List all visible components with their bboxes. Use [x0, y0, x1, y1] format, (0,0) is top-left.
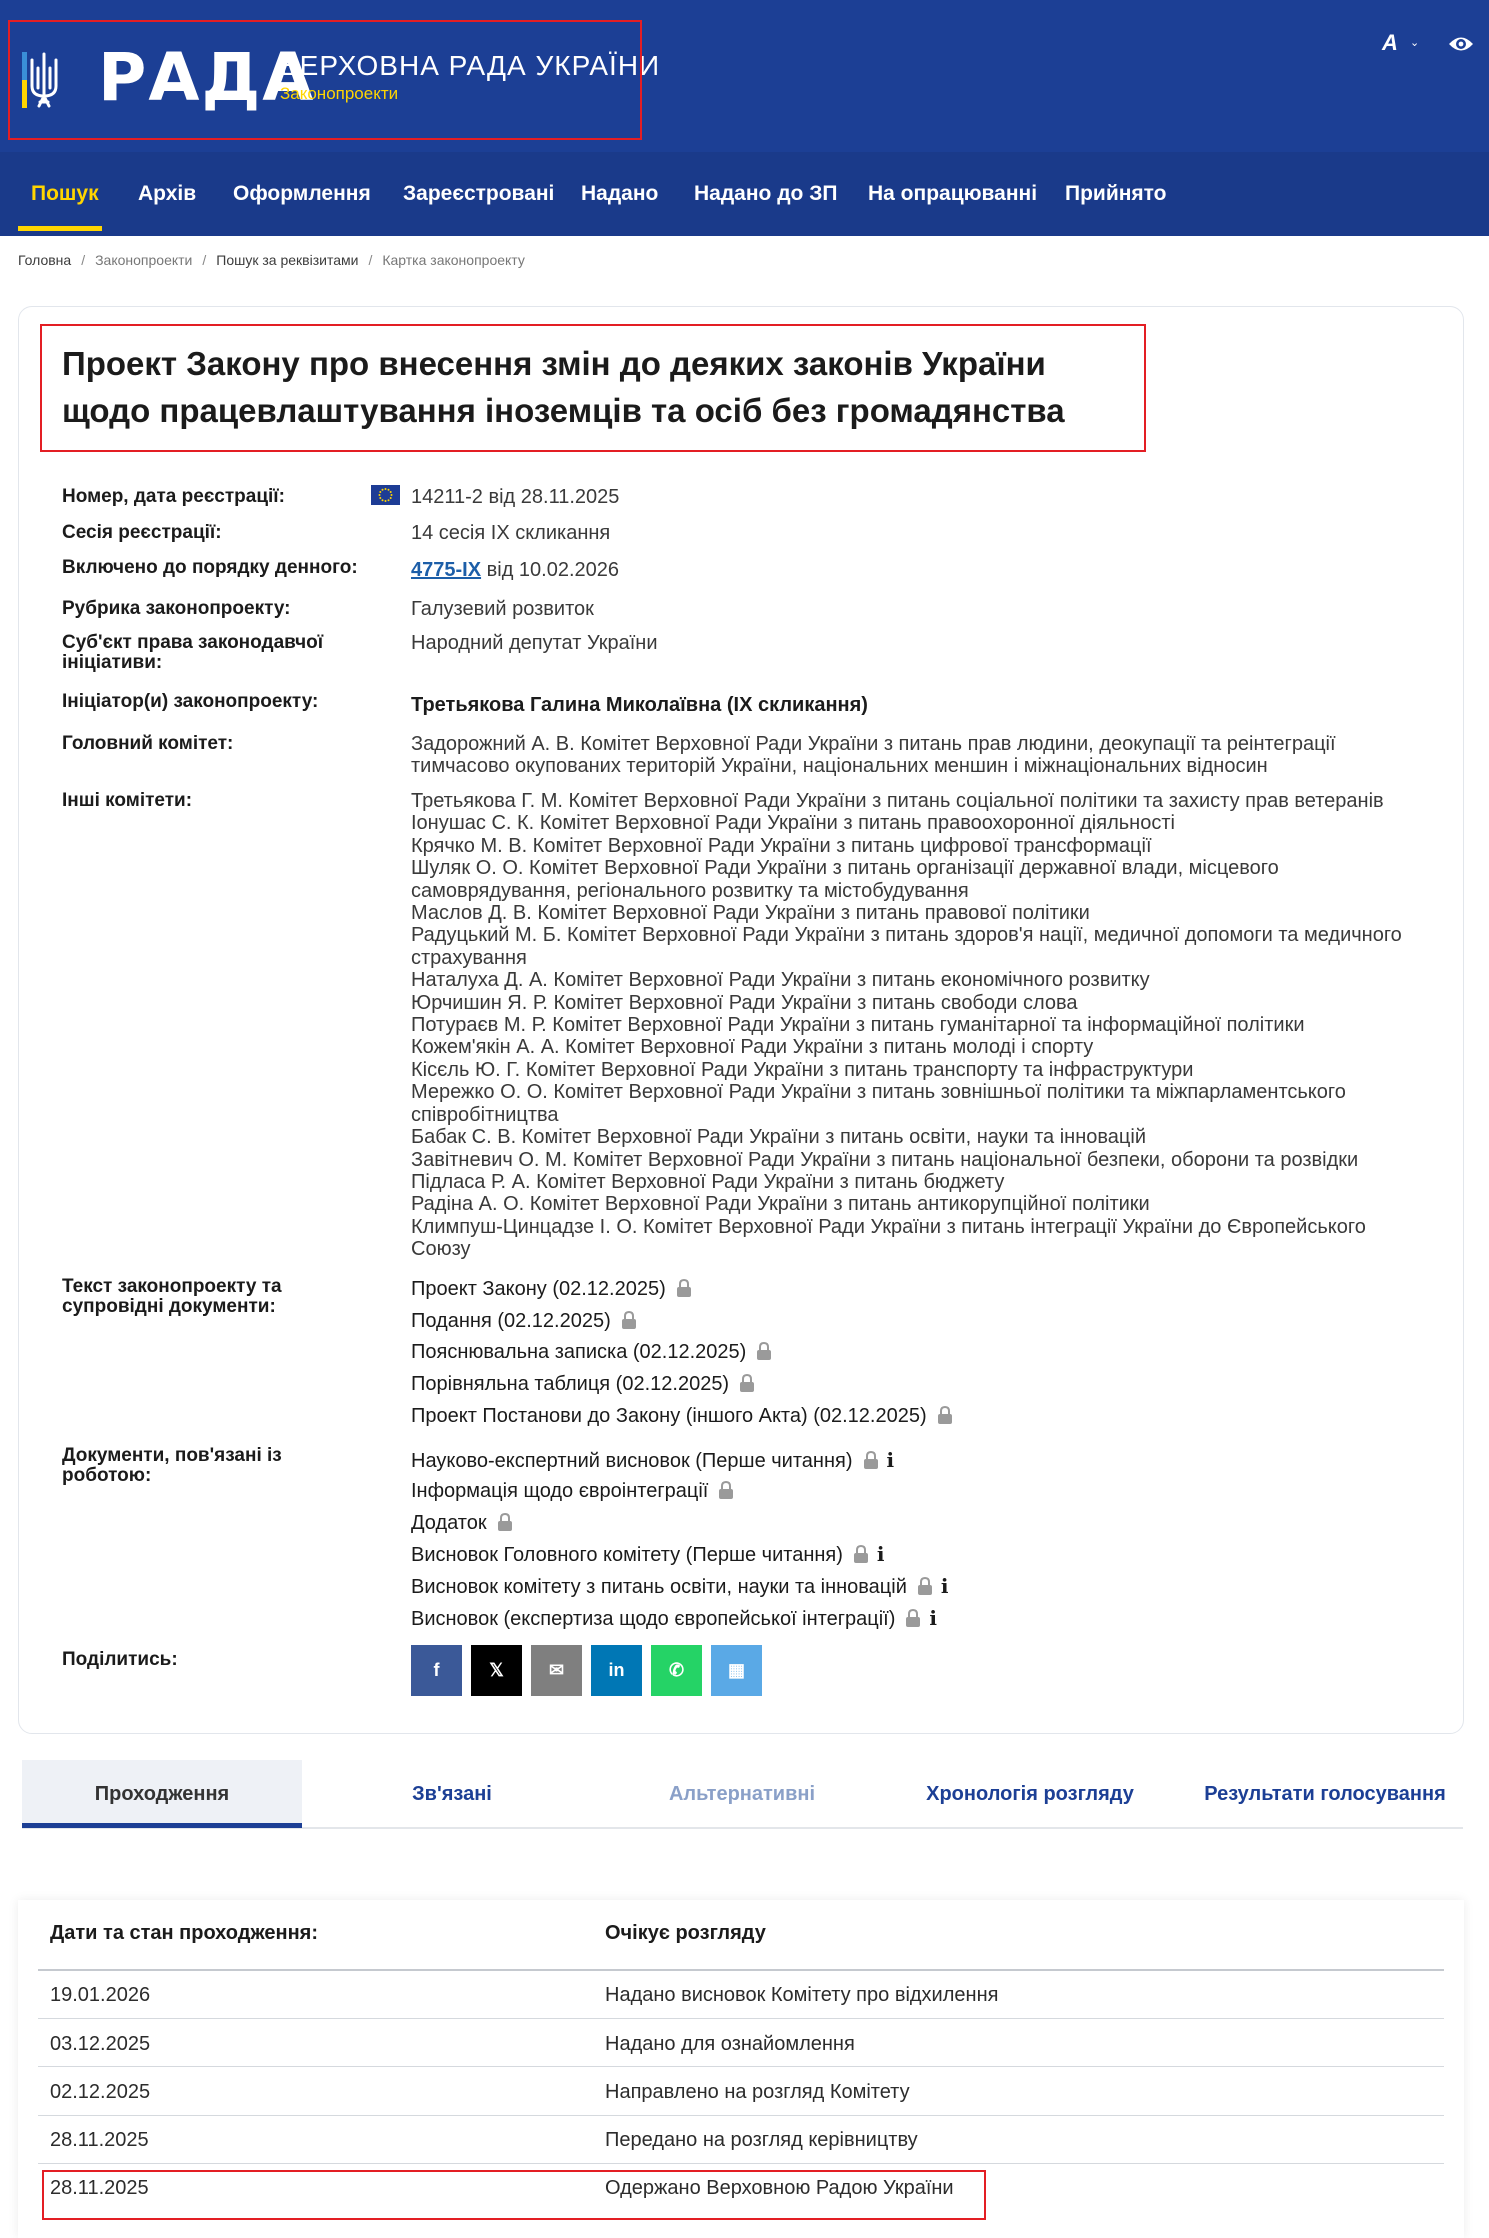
subject-value: Народний депутат України [411, 632, 658, 654]
table-header-dates: Дати та стан проходження: [50, 1922, 318, 1944]
committee-item: Кожем'якін А. А. Комітет Верховної Ради України з питань молоді і спорту [411, 1036, 1094, 1059]
nav-item-processing[interactable]: На опрацюванні [868, 182, 1038, 205]
breadcrumb-home[interactable]: Головна [18, 252, 72, 268]
committee-item: Радуцький М. Б. Комітет Верховної Ради України з питань здоров'я нації, медичної допомоги та медичного страхування [411, 924, 1402, 969]
related-doc-label[interactable]: Додаток [411, 1512, 487, 1534]
table-row-divider [38, 2018, 1444, 2019]
lock-icon [917, 1577, 933, 1595]
session-value: 14 сесія IX скликання [411, 522, 611, 544]
agenda-date: від 10.02.2026 [481, 559, 620, 581]
related-doc-item[interactable] [411, 1606, 937, 1631]
lock-icon [621, 1311, 637, 1329]
committee-item: Крячко М. В. Комітет Верховної Ради України з питань цифрової трансформації [411, 834, 1152, 857]
committee-item: Кісєль Ю. Г. Комітет Верховної Ради України з питань транспорту та інфраструктури [411, 1058, 1194, 1081]
share-label: Поділитись: [62, 1649, 178, 1670]
share-qr-button[interactable]: ▦ [711, 1645, 762, 1696]
agenda-link[interactable]: 4775-IX [411, 559, 482, 581]
breadcrumb-current: Картка законопроекту [382, 252, 525, 268]
share-facebook-button[interactable]: f [411, 1645, 462, 1696]
nav-active-indicator [18, 226, 102, 231]
lock-icon [676, 1279, 692, 1297]
nav-item-adopted[interactable]: Прийнято [1065, 182, 1167, 205]
related-doc-item[interactable] [411, 1479, 734, 1503]
row-status: Направлено на розгляд Комітету [605, 2081, 910, 2103]
session-label: Сесія реєстрації: [62, 522, 222, 543]
committee-item: Іонушас С. К. Комітет Верховної Ради України з питань правоохоронної діяльності [411, 812, 1175, 835]
related-doc-item[interactable] [411, 1511, 513, 1535]
lock-icon [905, 1609, 921, 1627]
nav-item-registered[interactable]: Зареєстровані [403, 182, 555, 205]
main-committee-label: Головний комітет: [62, 733, 234, 754]
committee-item: Бабак С. В. Комітет Верховної Ради України з питань освіти, науки та інновацій [411, 1126, 1146, 1149]
site-title[interactable]: ВЕРХОВНА РАДА УКРАЇНИ [280, 50, 661, 81]
lock-icon [497, 1513, 513, 1531]
table-header-divider [38, 1969, 1444, 1971]
breadcrumb-separator: / [368, 252, 373, 268]
number-value: 14211-2 від 28.11.2025 [411, 486, 620, 508]
other-committees-list [411, 790, 1411, 1261]
lock-icon [739, 1374, 755, 1392]
chevron-down-icon[interactable]: ⌄ [1410, 37, 1420, 49]
row-date: 19.01.2026 [50, 1984, 151, 2006]
committee-item: Юрчишин Я. Р. Комітет Верховної Ради України з питань свободи слова [411, 991, 1078, 1014]
initiator-name[interactable]: Третьякова Галина Миколаївна (IX скликання) [411, 694, 868, 716]
row-status: Надано для ознайомлення [605, 2033, 855, 2055]
row-date: 28.11.2025 [50, 2129, 149, 2151]
breadcrumb-search[interactable]: Пошук за реквізитами [216, 252, 359, 268]
row-date: 03.12.2025 [50, 2033, 151, 2055]
committee-item: Мережко О. О. Комітет Верховної Ради України з питань зовнішньої політики та міжпарламентського співробітництва [411, 1081, 1346, 1126]
committee-item: Радіна А. О. Комітет Верховної Ради України з питань антикорупційної політики [411, 1193, 1150, 1216]
related-label: Документи, пов'язані із роботою: [62, 1445, 282, 1486]
related-doc-item[interactable] [411, 1574, 948, 1599]
text-doc-label[interactable]: Пояснювальна записка (02.12.2025) [411, 1341, 747, 1363]
committee-item: Завітневич О. М. Комітет Верховної Ради України з питань національної безпеки, оборони та розвідки [411, 1148, 1359, 1171]
related-doc-label[interactable]: Науково-експертний висновок (Перше читання) [411, 1450, 853, 1472]
tab-voting-results[interactable]: Результати голосування [1204, 1783, 1446, 1805]
logo-wordmark[interactable]: РАДА [98, 39, 316, 116]
rubric-value: Галузевий розвиток [411, 598, 594, 620]
logo-highlight-box [8, 20, 642, 140]
row-status: Одержано Верховною Радою України [605, 2177, 954, 2199]
tab-chronology[interactable]: Хронологія розгляду [926, 1783, 1134, 1805]
nav-item-search[interactable]: Пошук [31, 182, 99, 205]
text-doc-label[interactable]: Подання (02.12.2025) [411, 1310, 611, 1332]
nav-item-formatting[interactable]: Оформлення [233, 182, 371, 205]
row-date: 28.11.2025 [50, 2177, 149, 2199]
text-doc-label[interactable]: Проект Закону (02.12.2025) [411, 1278, 666, 1300]
breadcrumb [18, 252, 525, 268]
site-subtitle[interactable]: Законопроекти [280, 84, 399, 103]
eye-icon[interactable] [1448, 34, 1474, 54]
related-doc-label[interactable]: Висновок комітету з питань освіти, науки та інновацій [411, 1576, 907, 1598]
text-doc-item[interactable] [411, 1404, 953, 1428]
related-doc-label[interactable]: Інформація щодо євроінтеграції [411, 1480, 709, 1502]
related-doc-label[interactable]: Висновок Головного комітету (Перше читання) [411, 1544, 843, 1566]
text-doc-item[interactable] [411, 1372, 755, 1396]
table-row-divider [38, 2066, 1444, 2067]
text-doc-item[interactable] [411, 1277, 692, 1301]
initiator-value [411, 694, 1421, 716]
committee-item: Потураєв М. Р. Комітет Верховної Ради України з питань гуманітарної та інформаційної політики [411, 1014, 1305, 1037]
breadcrumb-separator: / [81, 252, 86, 268]
lock-icon [718, 1481, 734, 1499]
tab-alternative[interactable]: Альтернативні [668, 1783, 816, 1805]
tab-related[interactable]: Зв'язані [412, 1783, 492, 1805]
lock-icon [853, 1545, 869, 1563]
lock-icon [756, 1342, 772, 1360]
committee-item: Підласа Р. А. Комітет Верховної Ради України з питань бюджету [411, 1170, 1005, 1193]
row-status: Передано на розгляд керівництву [605, 2129, 918, 2151]
text-doc-label[interactable]: Порівняльна таблиця (02.12.2025) [411, 1373, 730, 1395]
related-doc-item[interactable] [411, 1542, 885, 1567]
row-date: 02.12.2025 [50, 2081, 151, 2103]
table-row-divider [38, 2115, 1444, 2116]
share-linkedin-button[interactable]: in [591, 1645, 642, 1696]
related-doc-label[interactable]: Висновок (експертиза щодо європейської інтеграції) [411, 1608, 896, 1630]
table-header-status: Очікує розгляду [605, 1922, 766, 1944]
lock-icon [863, 1451, 879, 1469]
related-doc-item[interactable] [411, 1448, 894, 1473]
row-status: Надано висновок Комітету про відхилення [605, 1984, 999, 2006]
info-icon[interactable]: i [886, 1448, 895, 1472]
committee-item: Маслов Д. В. Комітет Верховної Ради України з питань правової політики [411, 902, 1090, 925]
committee-item: Наталуха Д. А. Комітет Верховної Ради України з питань економічного розвитку [411, 969, 1150, 992]
last-row-highlight-box [42, 2170, 986, 2220]
committee-item: Климпуш-Цинцадзе І. О. Комітет Верховної Ради України з питань інтеграції України до Європейського Союзу [411, 1215, 1366, 1261]
number-label: Номер, дата реєстрації: [62, 486, 285, 507]
main-nav [0, 152, 1489, 236]
share-email-button[interactable]: ✉ [531, 1645, 582, 1696]
table-row-divider [38, 2163, 1444, 2164]
rubric-label: Рубрика законопроекту: [62, 598, 291, 619]
main-committee-value: Задорожний А. В. Комітет Верховної Ради України з питань прав людини, деокупації та реінтеграції тимчасово окупованих територій України, національних меншин і міжнаціональних відносин [411, 733, 1336, 778]
bill-title: Проект Закону про внесення змін до деяких законів України щодо працевлаштування іноземців та осіб без громадянства [62, 345, 1065, 429]
lock-icon [937, 1406, 953, 1424]
eu-flag-icon [371, 485, 400, 505]
tab-progress[interactable]: Проходження [22, 1760, 302, 1828]
committee-item: Третьякова Г. М. Комітет Верховної Ради України з питань соціальної політики та захисту прав ветеранів [411, 790, 1384, 812]
share-x-button[interactable]: 𝕏 [471, 1645, 522, 1696]
breadcrumb-bills[interactable]: Законопроекти [95, 252, 193, 268]
subject-label: Суб'єкт права законодавчої ініціативи: [62, 632, 324, 673]
text-doc-item[interactable] [411, 1340, 772, 1364]
share-whatsapp-button[interactable]: ✆ [651, 1645, 702, 1696]
font-size-button[interactable]: A [1382, 30, 1398, 55]
other-committees-label: Інші комітети: [62, 790, 193, 811]
info-icon[interactable]: i [876, 1542, 885, 1566]
info-icon[interactable]: i [940, 1574, 949, 1598]
nav-item-provided[interactable]: Надано [581, 182, 659, 205]
breadcrumb-separator: / [202, 252, 207, 268]
initiator-label: Ініціатор(и) законопроекту: [62, 691, 319, 712]
agenda-value [411, 559, 1421, 581]
text-doc-item[interactable] [411, 1309, 637, 1333]
text-doc-label[interactable]: Проект Постанови до Закону (іншого Акта) (02.12.2025) [411, 1405, 927, 1427]
nav-item-archive[interactable]: Архів [138, 182, 197, 205]
info-icon[interactable]: i [929, 1606, 937, 1630]
agenda-label: Включено до порядку денного: [62, 557, 358, 578]
texts-label: Текст законопроекту та супровідні документи: [62, 1276, 282, 1317]
nav-item-provided-zp[interactable]: Надано до ЗП [694, 182, 838, 205]
committee-item: Шуляк О. О. Комітет Верховної Ради України з питань організації державної влади, місцевого самоврядування, регіонального розвитку та містобудування [411, 857, 1279, 902]
